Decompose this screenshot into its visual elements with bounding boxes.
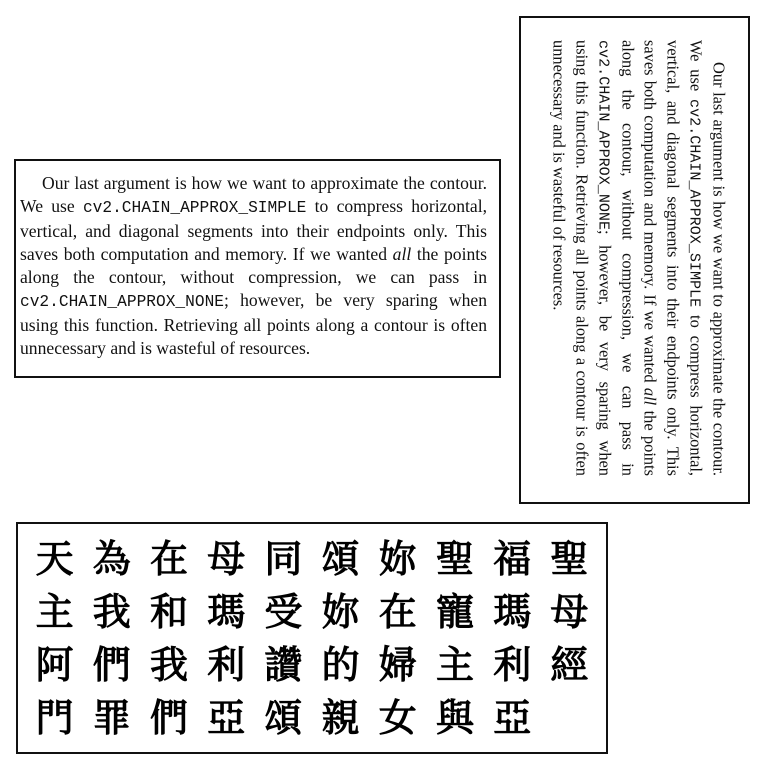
text-run: Our last argument is how we want to approximate the contour. We use bbox=[686, 40, 728, 476]
calligraphy-character: 利 bbox=[493, 641, 532, 687]
calligraphy-character: 在 bbox=[378, 588, 417, 634]
code-chain-approx-simple: cv2.CHAIN_APPROX_SIMPLE bbox=[685, 99, 704, 308]
calligraphy-character: 福 bbox=[493, 535, 532, 581]
code-chain-approx-simple: cv2.CHAIN_APPROX_SIMPLE bbox=[82, 199, 307, 217]
text-run: ; however, be very sparing when using this function. Retrieving all points along a contour is often unnecessary and is wasteful of resources. bbox=[20, 290, 487, 358]
calligraphy-character: 讚 bbox=[264, 641, 303, 687]
calligraphy-character: 頌 bbox=[321, 535, 360, 581]
emphasis-all: all bbox=[640, 387, 660, 406]
calligraphy-character: 同 bbox=[264, 535, 303, 581]
calligraphy-character: 亞 bbox=[207, 694, 246, 740]
calligraphy-character: 經 bbox=[550, 641, 589, 687]
calligraphy-character: 受 bbox=[264, 588, 303, 634]
calligraphy-character: 聖 bbox=[550, 535, 589, 581]
calligraphy-character: 在 bbox=[149, 535, 188, 581]
calligraphy-character: 門 bbox=[35, 694, 74, 740]
calligraphy-character: 我 bbox=[92, 588, 131, 634]
calligraphy-character: 母 bbox=[207, 535, 246, 581]
calligraphy-character: 婦 bbox=[378, 641, 417, 687]
calligraphy-grid bbox=[26, 532, 598, 744]
calligraphy-character: 親 bbox=[321, 694, 360, 740]
calligraphy-character: 妳 bbox=[321, 588, 360, 634]
calligraphy-panel bbox=[16, 522, 608, 754]
calligraphy-character: 主 bbox=[35, 588, 74, 634]
text-run: ; however, be very sparing when using this function. Retrieving all points along a contour is often unnecessary and is wasteful of resources. bbox=[549, 40, 615, 476]
horizontal-paragraph bbox=[16, 161, 499, 360]
calligraphy-character: 的 bbox=[321, 641, 360, 687]
horizontal-text-panel bbox=[14, 159, 501, 378]
calligraphy-character: 母 bbox=[550, 588, 589, 634]
calligraphy-character: 我 bbox=[149, 641, 188, 687]
emphasis-all: all bbox=[392, 244, 412, 264]
calligraphy-character: 聖 bbox=[435, 535, 474, 581]
calligraphy-character: 頌 bbox=[264, 694, 303, 740]
code-chain-approx-none: cv2.CHAIN_APPROX_NONE bbox=[594, 40, 613, 231]
calligraphy-character: 瑪 bbox=[207, 588, 246, 634]
text-run: Our last argument is how we want to approximate the contour. We use bbox=[20, 173, 487, 216]
text-run: the points along the contour, without compression, we can pass in bbox=[618, 40, 660, 476]
calligraphy-character: 阿 bbox=[35, 641, 74, 687]
calligraphy-character: 妳 bbox=[378, 535, 417, 581]
text-run: to compress horizontal, vertical, and diagonal segments into their endpoints only. This saves both computation and memory. If we wanted bbox=[640, 40, 706, 477]
rotated-text-panel bbox=[519, 16, 750, 504]
calligraphy-character: 罪 bbox=[92, 694, 131, 740]
calligraphy-character: 寵 bbox=[435, 588, 474, 634]
calligraphy-character: 利 bbox=[207, 641, 246, 687]
calligraphy-character: 主 bbox=[435, 641, 474, 687]
rotated-paragraph bbox=[547, 34, 737, 486]
calligraphy-character: 和 bbox=[149, 588, 188, 634]
code-chain-approx-none: cv2.CHAIN_APPROX_NONE bbox=[20, 293, 224, 311]
calligraphy-character: 女 bbox=[378, 694, 417, 740]
calligraphy-character: 天 bbox=[35, 535, 74, 581]
calligraphy-character: 與 bbox=[435, 694, 474, 740]
calligraphy-character: 們 bbox=[149, 694, 188, 740]
text-run: to compress horizontal, vertical, and diagonal segments into their endpoints only. This saves both computation and memory. If we wanted bbox=[20, 196, 487, 264]
calligraphy-character: 為 bbox=[92, 535, 131, 581]
calligraphy-character: 亞 bbox=[493, 694, 532, 740]
calligraphy-character: 們 bbox=[92, 641, 131, 687]
calligraphy-character: 瑪 bbox=[493, 588, 532, 634]
text-run: the points along the contour, without compression, we can pass in bbox=[20, 244, 487, 287]
rotated-text-inner bbox=[532, 34, 737, 486]
